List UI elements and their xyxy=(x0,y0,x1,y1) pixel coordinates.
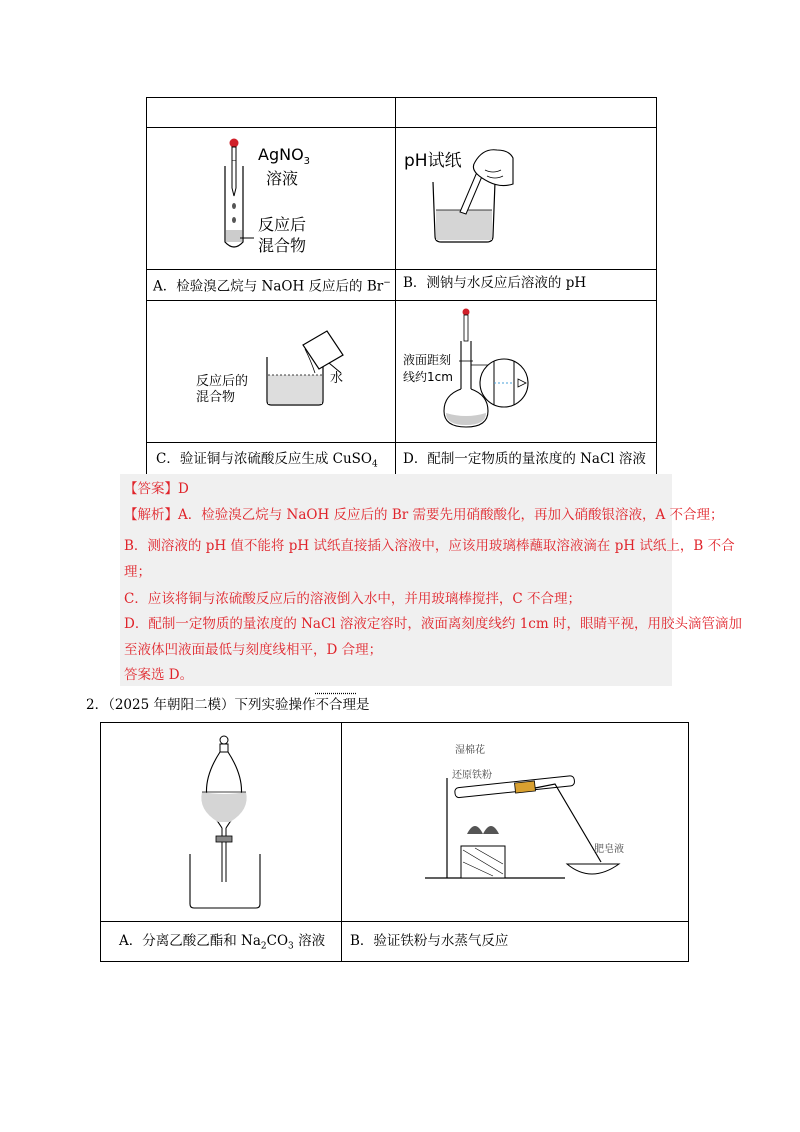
delivery-tube xyxy=(535,784,601,862)
water-label: 水 xyxy=(330,371,344,386)
dropper-tube xyxy=(232,147,236,161)
diagram-d-flask xyxy=(440,305,550,433)
mixture-label-2: 混合物 xyxy=(258,236,307,255)
diagram-c-pouring xyxy=(255,325,365,410)
analysis-line-6: 至液体凹液面最低与刻度线相平，D 合理； xyxy=(124,642,383,658)
dropper-bulb xyxy=(230,139,239,148)
q2-option-b-caption: B．验证铁粉与水蒸气反应 xyxy=(350,933,509,949)
option-c-caption: C．验证铜与浓硫酸反应生成 CuSO$_4$ xyxy=(156,451,378,470)
analysis-line-5: D．配制一定物质的量浓度的 NaCl 溶液定容时，液面离刻度线约 1cm 时，眼睛平视，用胶头滴管滴加 xyxy=(124,616,742,632)
burner xyxy=(467,826,499,834)
flask-note-2: 线约1cm xyxy=(403,370,453,384)
diagram-2b-iron-steam xyxy=(415,738,625,888)
analysis-line-1: 【解析】A．检验溴乙烷与 NaOH 反应后的 Br 需要先用硝酸酸化，再加入硝酸银溶液，A 不合理； xyxy=(124,507,724,523)
analysis-line-2: B．测溶液的 pH 值不能将 pH 试纸直接插入溶液中，应该用玻璃棒蘸取溶液滴在 pH 试纸上，B 不合 xyxy=(124,538,735,554)
ph-paper-label: pH试纸 xyxy=(404,151,462,171)
reagent-label: AgNO$_3$ xyxy=(258,145,311,168)
mixture-label-c1: 反应后的 xyxy=(196,374,249,389)
ph-paper xyxy=(460,172,483,214)
emphasized-text: 不合理 xyxy=(315,697,356,713)
analysis-line-3: 理； xyxy=(124,564,151,580)
analysis-line-7: 答案选 D。 xyxy=(124,667,194,683)
option-d-caption: D．配制一定物质的量浓度的 NaCl 溶液 xyxy=(403,451,646,467)
flask-note-1: 液面距刻 xyxy=(403,353,452,367)
option-a-caption: A．检验溴乙烷与 NaOH 反应后的 Br− xyxy=(153,278,391,295)
analysis-line-4: C．应该将铜与浓硫酸反应后的溶液倒入水中，并用玻璃棒搅拌，C 不合理； xyxy=(124,591,581,607)
solution-label: 溶液 xyxy=(266,169,299,188)
q2-option-a-caption: A．分离乙酸乙酯和 $Na_2CO_3$ 溶液 xyxy=(119,933,326,952)
cotton-label: 湿棉花 xyxy=(455,745,485,756)
flask-neck xyxy=(461,341,471,389)
iron-powder-label: 还原铁粉 xyxy=(452,770,492,781)
diagram-2a-separatory-funnel xyxy=(180,732,270,912)
mixture-label-c2: 混合物 xyxy=(196,390,236,405)
pouring-beaker xyxy=(303,331,343,369)
soap-solution-label: 肥皂液 xyxy=(594,844,624,855)
option-b-caption: B．测钠与水反应后溶液的 pH xyxy=(403,275,587,291)
answer-line: 【答案】D xyxy=(124,481,189,497)
mixture-label-1: 反应后 xyxy=(258,215,307,234)
beaker-2a xyxy=(190,854,260,908)
question-2-stem: 2．（2025 年朝阳二模）下列实验操作不合理是 xyxy=(86,697,370,713)
evaporating-dish xyxy=(567,864,619,874)
